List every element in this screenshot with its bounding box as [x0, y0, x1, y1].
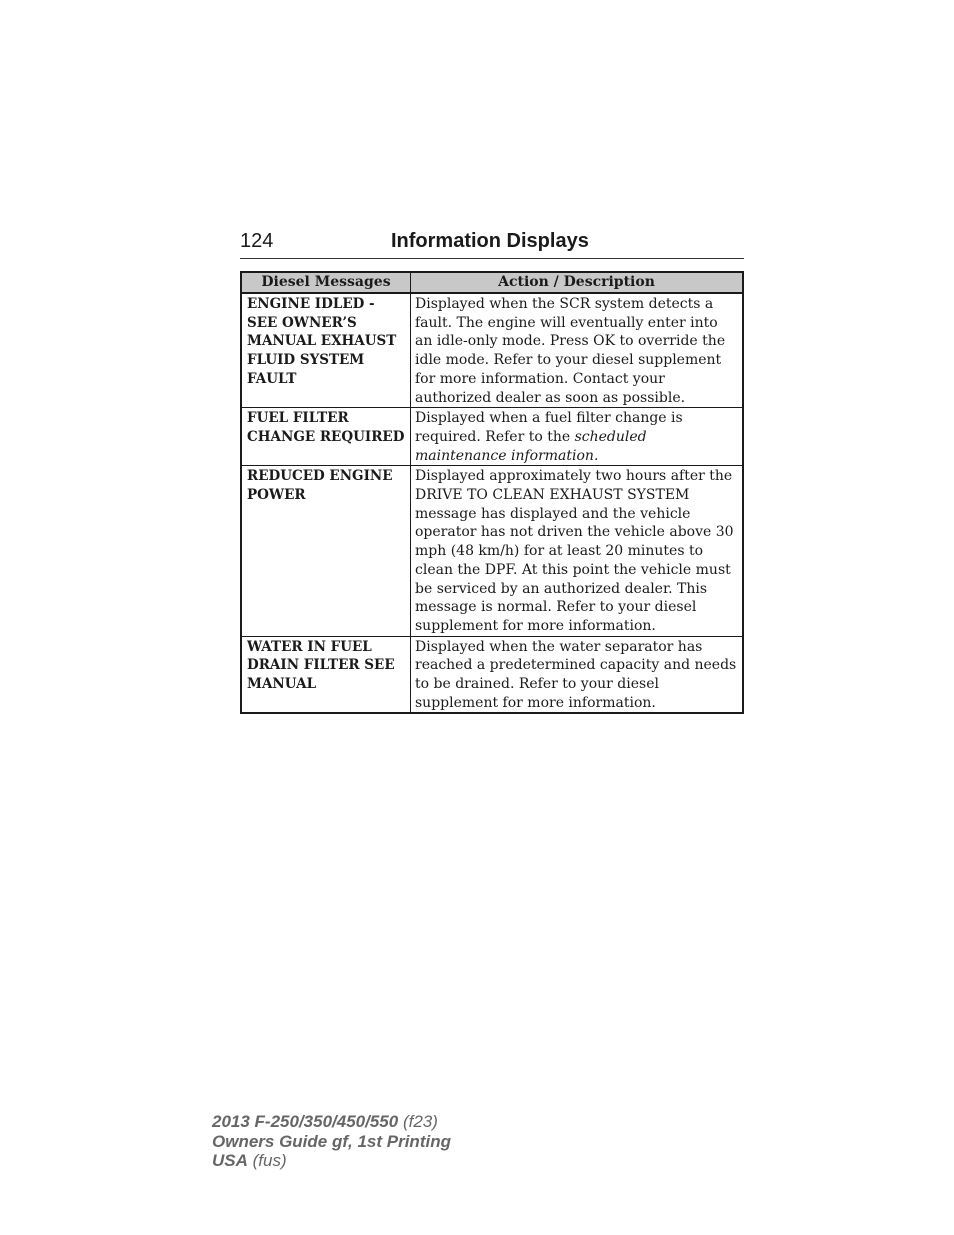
table-header-row — [241, 272, 743, 293]
message-cell: REDUCED ENGINE POWER — [241, 466, 411, 636]
footer-line-guide — [212, 1132, 451, 1152]
description-suffix: . — [593, 447, 599, 464]
footer-line-region — [212, 1151, 451, 1171]
page-number: 124 — [240, 230, 274, 252]
description-cell — [411, 408, 744, 466]
diesel-messages-table — [240, 271, 744, 714]
footer-model-code: (f23) — [402, 1112, 438, 1131]
message-cell: WATER IN FUEL DRAIN FILTER SEE MANUAL — [241, 636, 411, 713]
footer-model: 2013 F-250/350/450/550 — [212, 1112, 399, 1131]
footer-guide: Owners Guide gf, 1st Printing — [212, 1131, 451, 1151]
column-header-description: Action / Description — [411, 272, 744, 293]
table-row — [241, 293, 743, 408]
footer-region-code: (fus) — [252, 1151, 287, 1170]
footer-region: USA — [212, 1151, 248, 1170]
column-header-messages: Diesel Messages — [241, 272, 411, 293]
footer-line-model — [212, 1112, 451, 1132]
section-title: Information Displays — [391, 230, 589, 252]
description-cell: Displayed when the water separator has reached a predetermined capacity and needs to be drained. Refer to your diesel supplement for more information. — [411, 636, 744, 713]
message-cell: ENGINE IDLED - SEE OWNER’S MANUAL EXHAUST FLUID SYSTEM FAULT — [241, 293, 411, 408]
page-footer — [212, 1112, 451, 1171]
table-row — [241, 408, 743, 466]
page-header — [240, 228, 744, 259]
message-cell: FUEL FILTER CHANGE REQUIRED — [241, 408, 411, 466]
description-cell: Displayed when the SCR system detects a fault. The engine will eventually enter into an idle-only mode. Press OK to override the idle mode. Refer to your diesel supplement for more information. Contact your authorized dealer as soon as possible. — [411, 293, 744, 408]
description-cell: Displayed approximately two hours after the DRIVE TO CLEAN EXHAUST SYSTEM message has displayed and the vehicle operator has not driven the vehicle above 30 mph (48 km/h) for at least 20 minutes to clean the DPF. At this point the vehicle must be serviced by an authorized dealer. This message is normal. Refer to your diesel supplement for more information. — [411, 466, 744, 636]
description-italic-text: scheduled maintenance information — [415, 428, 647, 464]
table-row — [241, 636, 743, 713]
description-text: Displayed when a fuel filter change is required. Refer to the — [415, 410, 683, 445]
table-row — [241, 466, 743, 636]
